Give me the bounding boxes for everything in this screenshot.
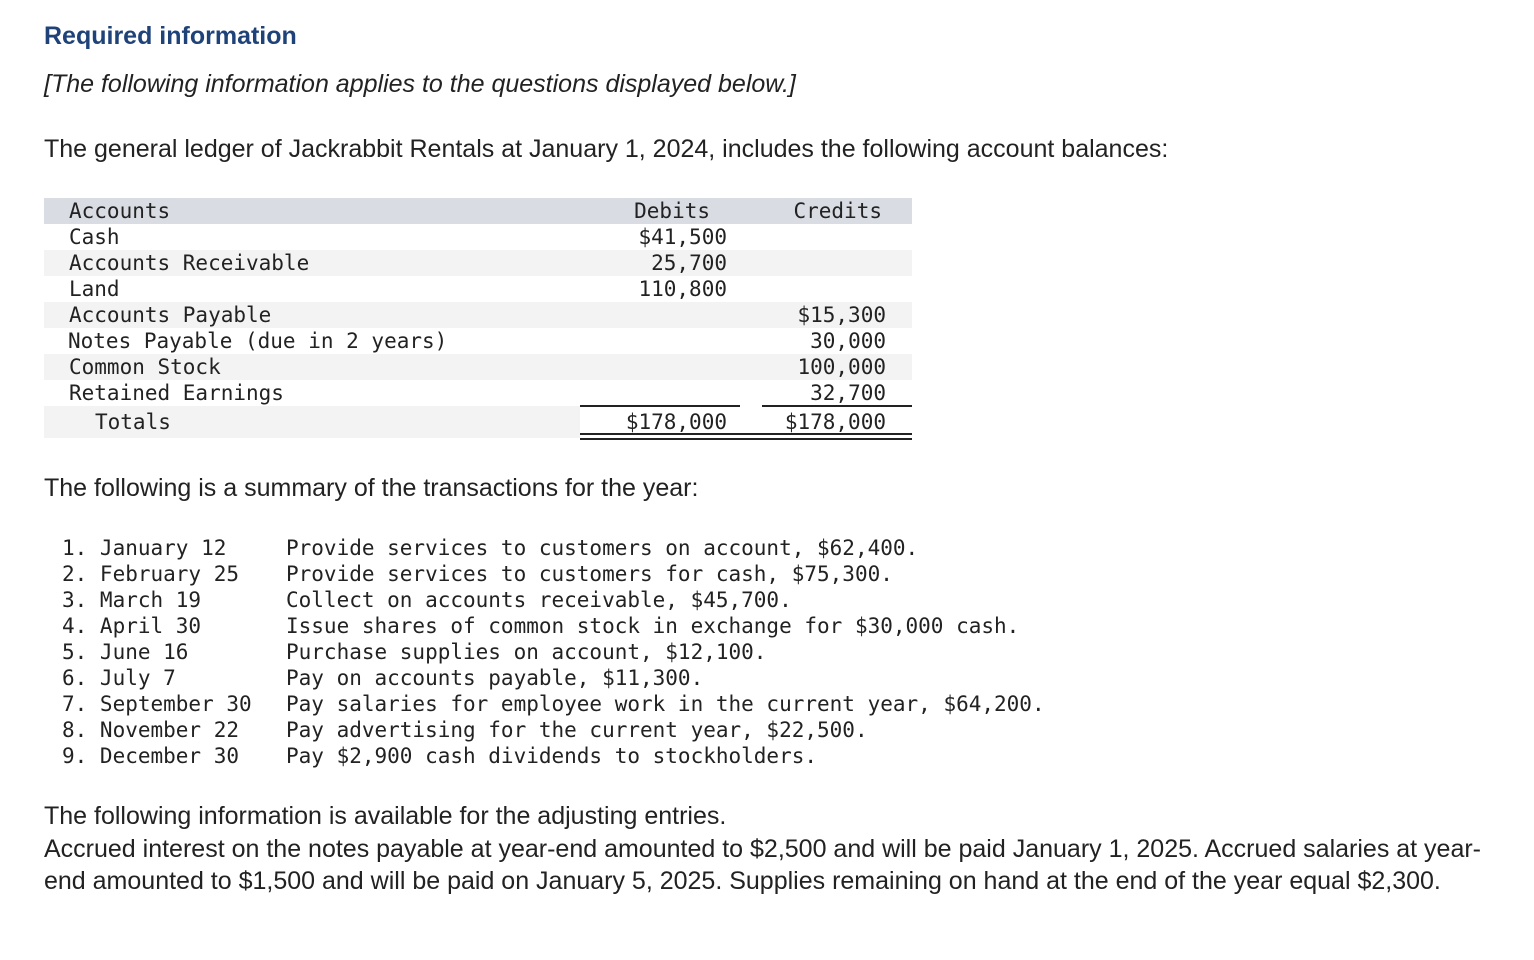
account-name: Retained Earnings xyxy=(69,381,284,405)
required-information-heading: Required information xyxy=(44,22,297,50)
accounts-column-header: Accounts xyxy=(69,199,171,223)
transaction-description: Pay $2,900 cash dividends to stockholders. xyxy=(286,744,818,768)
account-name: Accounts Payable xyxy=(69,303,272,327)
debit-total: $178,000 xyxy=(625,410,727,434)
transaction-description: Issue shares of common stock in exchange for $30,000 cash. xyxy=(286,614,1020,638)
debit-amount: 25,700 xyxy=(651,251,727,275)
transaction-row xyxy=(62,561,1092,587)
ledger-row xyxy=(44,224,912,250)
account-name: Land xyxy=(69,277,120,301)
ledger-row xyxy=(44,276,912,302)
account-name: Accounts Receivable xyxy=(69,251,310,275)
account-name: Cash xyxy=(69,225,120,249)
transaction-row xyxy=(62,743,1092,769)
credits-column-header: Credits xyxy=(793,199,882,223)
credit-amount: $15,300 xyxy=(797,303,886,327)
ledger-row xyxy=(44,380,912,406)
credit-amount: 30,000 xyxy=(810,329,886,353)
transaction-row xyxy=(62,613,1092,639)
ledger-header-row xyxy=(44,198,912,224)
transaction-row xyxy=(62,717,1092,743)
ledger-row xyxy=(44,354,912,380)
transactions-list xyxy=(62,535,1092,769)
credit-amount: 100,000 xyxy=(797,355,886,379)
adjusting-entries-details: Accrued interest on the notes payable at year-end amounted to $2,500 and will be paid January 1, 2025. Accrued salaries at year-end amounted to $1,500 and will be paid on January 5, 2025. Supplies remaining on hand at the end of the year equal $2,300. xyxy=(44,834,1482,895)
transaction-date: 8. November 22 xyxy=(62,718,240,742)
transaction-description: Pay advertising for the current year, $22,500. xyxy=(286,718,868,742)
transaction-description: Provide services to customers for cash, $75,300. xyxy=(286,562,893,586)
totals-label: Totals xyxy=(95,410,171,434)
ledger-row xyxy=(44,302,912,328)
transaction-date: 3. March 19 xyxy=(62,588,202,612)
transaction-description: Collect on accounts receivable, $45,700. xyxy=(286,588,792,612)
debit-amount: 110,800 xyxy=(638,277,727,301)
ledger-row xyxy=(44,250,912,276)
transaction-row xyxy=(62,639,1092,665)
account-name: Notes Payable (due in 2 years) xyxy=(68,329,448,353)
transaction-date: 4. April 30 xyxy=(62,614,202,638)
account-name: Common Stock xyxy=(69,355,221,379)
adjusting-entries-intro: The following information is available for the adjusting entries. xyxy=(44,802,727,830)
transaction-date: 1. January 12 xyxy=(62,536,227,560)
transaction-row xyxy=(62,665,1092,691)
transaction-description: Purchase supplies on account, $12,100. xyxy=(286,640,767,664)
transaction-description: Pay salaries for employee work in the current year, $64,200. xyxy=(286,692,1045,716)
ledger-table xyxy=(44,198,912,438)
credit-total: $178,000 xyxy=(784,410,886,434)
ledger-totals-row xyxy=(44,406,912,438)
transaction-date: 9. December 30 xyxy=(62,744,240,768)
transaction-date: 2. February 25 xyxy=(62,562,240,586)
credit-amount: 32,700 xyxy=(810,381,886,405)
debits-column-header: Debits xyxy=(634,199,710,223)
debit-amount: $41,500 xyxy=(638,225,727,249)
transaction-description: Provide services to customers on account, $62,400. xyxy=(286,536,919,560)
transaction-date: 7. September 30 xyxy=(62,692,252,716)
applies-note: [The following information applies to the questions displayed below.] xyxy=(44,70,796,98)
transaction-row xyxy=(62,587,1092,613)
transaction-date: 5. June 16 xyxy=(62,640,189,664)
transaction-row xyxy=(62,535,1092,561)
transaction-date: 6. July 7 xyxy=(62,666,176,690)
ledger-row xyxy=(44,328,912,354)
transaction-description: Pay on accounts payable, $11,300. xyxy=(286,666,704,690)
transaction-row xyxy=(62,691,1092,717)
totals-double-underline xyxy=(580,433,912,440)
adjusting-entries-info xyxy=(44,800,1494,898)
ledger-intro: The general ledger of Jackrabbit Rentals at January 1, 2024, includes the following account balances: xyxy=(44,135,1169,163)
transactions-summary-intro: The following is a summary of the transactions for the year: xyxy=(44,474,699,502)
